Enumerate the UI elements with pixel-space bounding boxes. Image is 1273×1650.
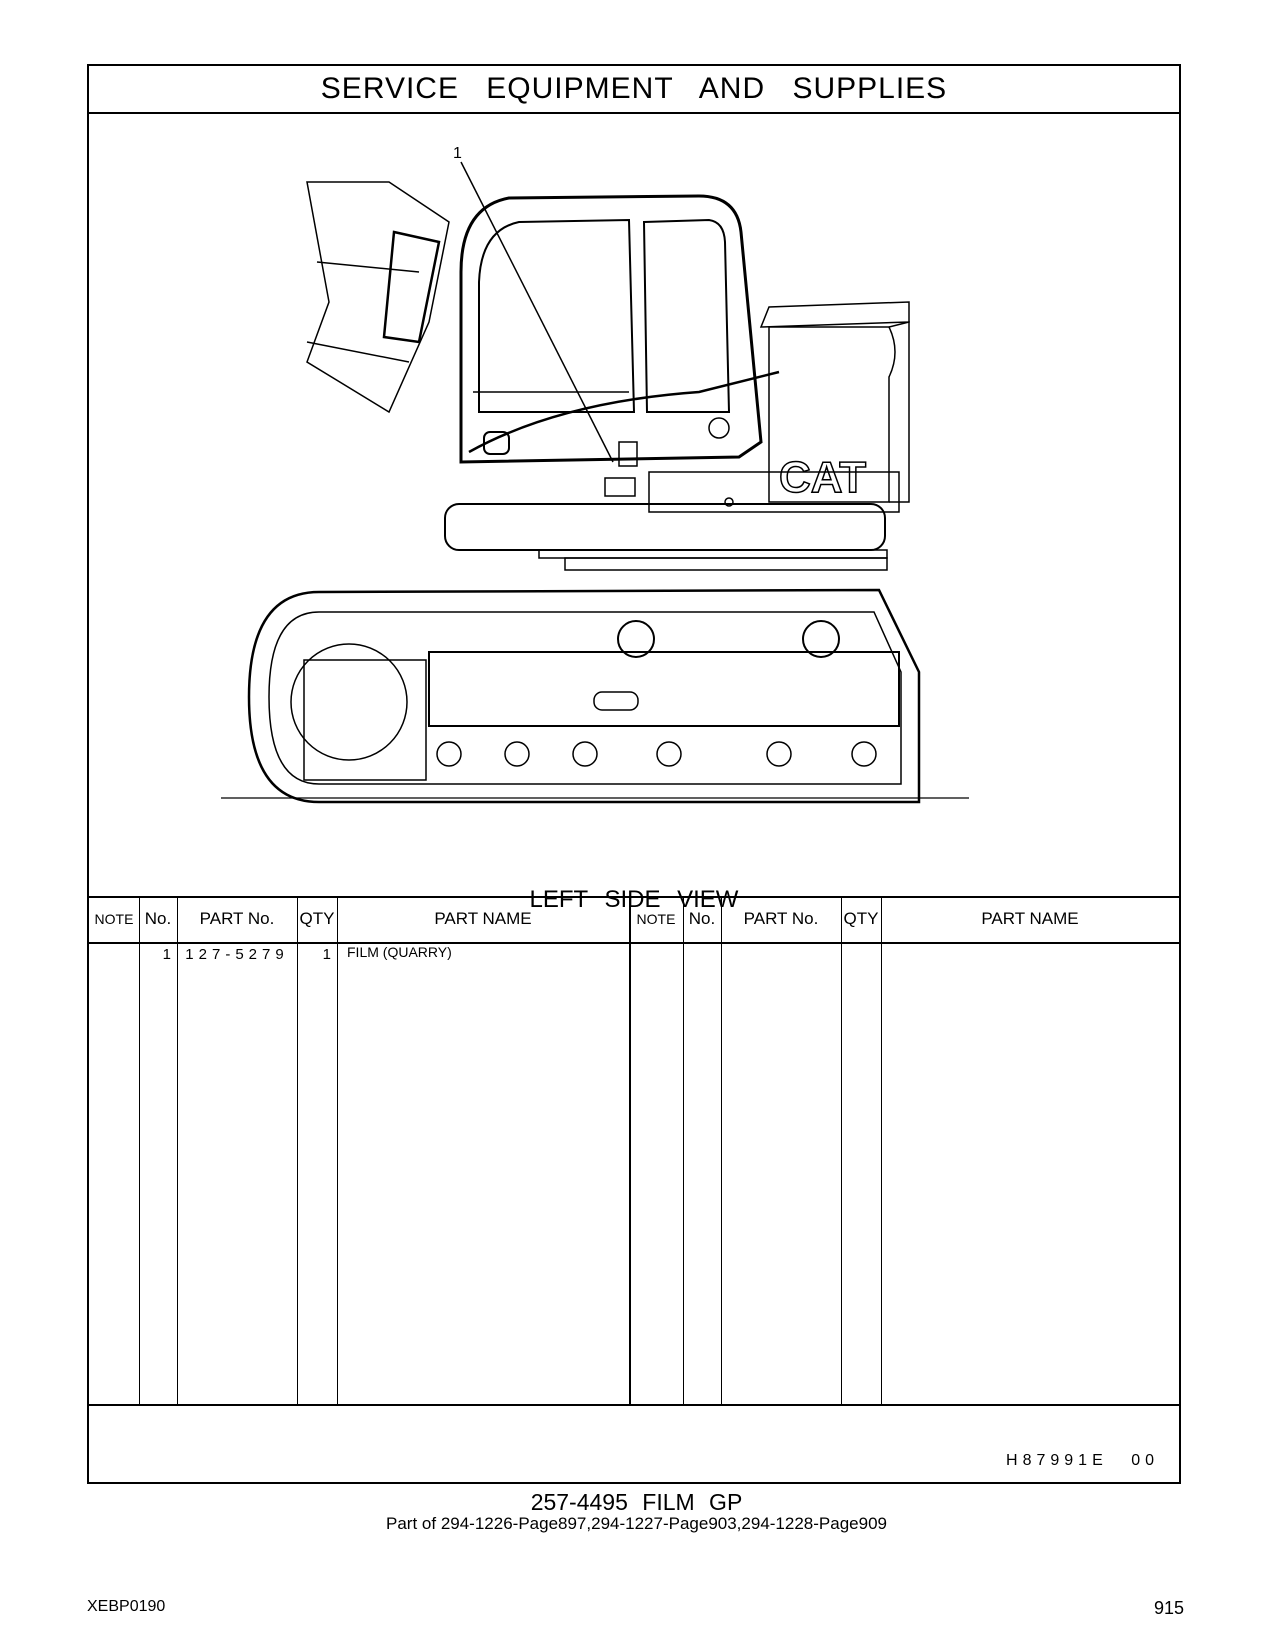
group-title: 257-4495 FILM GP: [530, 1489, 743, 1515]
row-quantity: 1: [322, 946, 331, 963]
column-divider: [721, 942, 722, 1404]
column-divider: [721, 896, 722, 942]
header-no-right: No.: [688, 909, 716, 928]
column-divider: [139, 942, 140, 1404]
column-divider: [139, 896, 140, 942]
cat-logo: CAT: [779, 453, 867, 502]
column-divider: [881, 942, 882, 1404]
header-qty-right: QTY: [843, 909, 879, 928]
row-part-number: 127-5279: [185, 946, 289, 963]
column-divider: [841, 896, 842, 942]
callout-number: 1: [453, 145, 462, 162]
page-title: SERVICE EQUIPMENT AND SUPPLIES: [89, 66, 1179, 114]
column-divider: [297, 896, 298, 942]
document-id: XEBP0190: [87, 1598, 166, 1615]
parts-table-body: [89, 942, 1179, 1406]
illustration-code: H87991E 00: [1006, 1452, 1159, 1469]
column-divider: [683, 942, 684, 1404]
parts-table-header: [89, 896, 1179, 944]
header-part-name-left: PART NAME: [434, 909, 532, 928]
row-item-number: 1: [162, 946, 171, 963]
header-note-right: NOTE: [636, 911, 676, 927]
header-qty-left: QTY: [299, 909, 335, 928]
column-divider: [683, 896, 684, 942]
group-reference: Part of 294-1226-Page897,294-1227-Page903,294-1228-Page909: [386, 1514, 887, 1533]
header-note-left: NOTE: [94, 911, 134, 927]
column-divider: [177, 942, 178, 1404]
column-divider: [841, 942, 842, 1404]
column-divider: [337, 942, 338, 1404]
column-divider: [297, 942, 298, 1404]
parts-page-frame: [87, 64, 1181, 1484]
column-divider: [881, 896, 882, 942]
view-caption: LEFT SIDE VIEW: [529, 886, 739, 913]
column-divider: [337, 896, 338, 942]
column-divider: [629, 896, 631, 942]
page-number: 915: [1153, 1598, 1184, 1618]
row-part-name: FILM (QUARRY): [347, 944, 452, 960]
column-divider: [629, 942, 631, 1404]
header-part-name-right: PART NAME: [981, 909, 1079, 928]
column-divider: [177, 896, 178, 942]
header-no-left: No.: [144, 909, 172, 928]
header-part-no-right: PART No.: [743, 909, 819, 928]
excavator-illustration: [89, 112, 1179, 913]
header-part-no-left: PART No.: [199, 909, 275, 928]
excavator-left-side-drawing: [89, 112, 1179, 896]
